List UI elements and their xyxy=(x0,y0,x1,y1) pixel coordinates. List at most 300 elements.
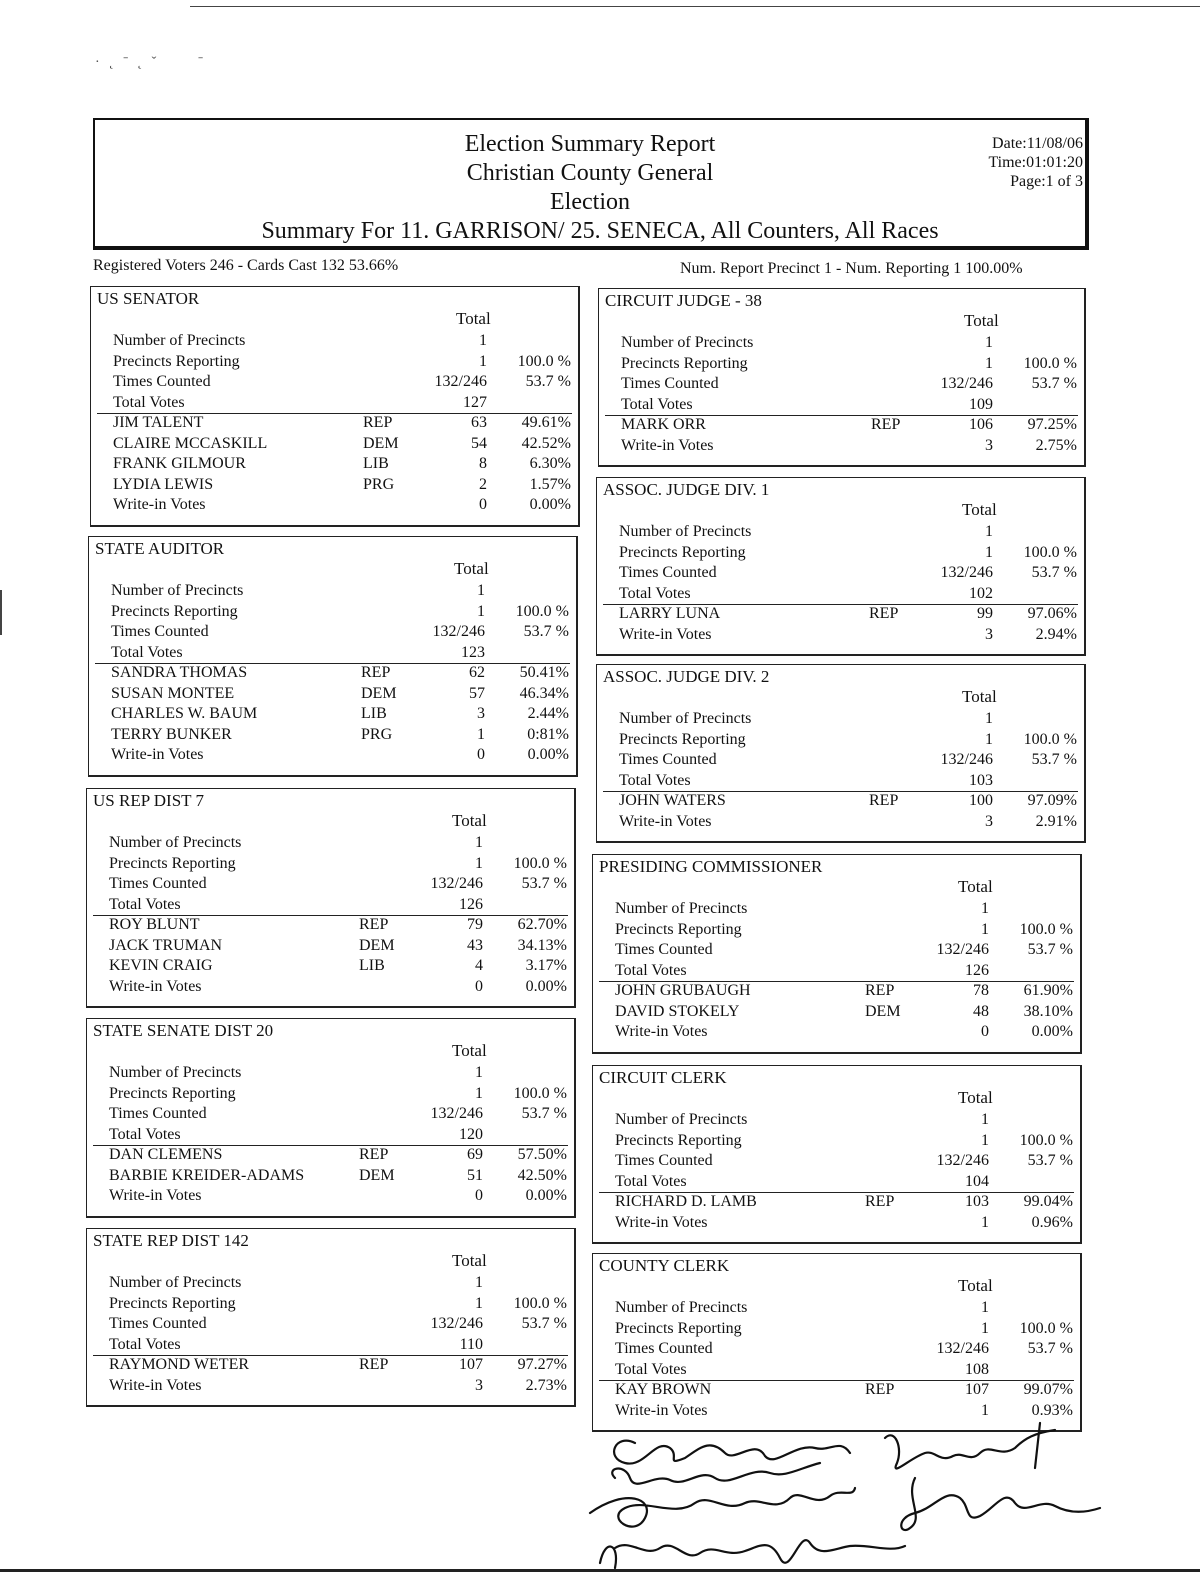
stat-value: 104 xyxy=(965,1172,989,1190)
scan-edge-mark xyxy=(0,590,2,635)
candidate-votes: 8 xyxy=(479,455,487,472)
stat-label: Times Counted xyxy=(619,564,717,581)
candidate-percent: 34.13% xyxy=(517,936,567,954)
candidate-row xyxy=(111,684,571,704)
candidate-votes: 1 xyxy=(981,1401,989,1419)
candidate-votes: 107 xyxy=(965,1381,989,1398)
stat-label: Total Votes xyxy=(621,395,693,413)
candidate-party: DEM xyxy=(361,684,397,702)
candidate-row xyxy=(619,812,1079,832)
stat-row xyxy=(109,1084,569,1104)
report-title-line-3: Election xyxy=(550,189,630,215)
stat-percent: 53.7 % xyxy=(1031,751,1077,768)
stat-label: Precincts Reporting xyxy=(619,730,746,748)
stat-value: 126 xyxy=(965,961,989,979)
stat-value: 1 xyxy=(985,543,993,561)
report-page: Page:1 of 3 xyxy=(1010,173,1083,190)
stat-label: Number of Precincts xyxy=(615,900,748,917)
candidate-percent: 6.30% xyxy=(529,455,571,472)
stat-label: Times Counted xyxy=(619,751,717,768)
stat-label: Total Votes xyxy=(619,584,691,602)
stat-row xyxy=(619,771,1079,791)
candidate-name: Write-in Votes xyxy=(615,1401,708,1419)
candidate-row xyxy=(113,434,573,454)
stat-label: Total Votes xyxy=(109,1335,181,1353)
candidate-percent: 61.90% xyxy=(1023,982,1073,999)
race-title: US SENATOR xyxy=(97,289,200,308)
race-box xyxy=(596,477,1086,656)
stat-label: Precincts Reporting xyxy=(109,1084,236,1102)
stat-label: Total Votes xyxy=(113,393,185,411)
candidate-name: DAN CLEMENS xyxy=(109,1146,223,1163)
candidate-votes: 106 xyxy=(969,416,993,433)
candidate-votes: 3 xyxy=(985,812,993,830)
candidate-percent: 97.06% xyxy=(1027,605,1077,622)
candidate-name: KEVIN CRAIG xyxy=(109,957,213,974)
stat-value: 1 xyxy=(985,710,993,727)
race-title: CIRCUIT CLERK xyxy=(599,1068,727,1087)
stat-row xyxy=(109,1335,569,1355)
total-column-header: Total xyxy=(452,811,487,830)
candidate-name: TERRY BUNKER xyxy=(111,725,232,743)
candidate-name: SANDRA THOMAS xyxy=(111,664,248,681)
race-box xyxy=(90,286,580,527)
stat-value: 132/246 xyxy=(432,623,485,640)
stat-row xyxy=(109,1125,569,1145)
candidate-row xyxy=(109,1166,569,1186)
stat-percent: 100.0 % xyxy=(1023,543,1077,561)
candidate-party: REP xyxy=(363,414,393,431)
stat-value: 110 xyxy=(459,1335,483,1353)
candidate-votes: 0 xyxy=(475,1187,483,1204)
stat-percent: 100.0 % xyxy=(513,854,567,872)
candidate-name: KAY BROWN xyxy=(615,1381,712,1398)
stat-value: 1 xyxy=(477,582,485,599)
stat-value: 1 xyxy=(981,1319,989,1337)
candidate-percent: 97.27% xyxy=(517,1356,567,1373)
candidate-votes: 4 xyxy=(475,957,483,974)
precinct-reporting: Num. Report Precinct 1 - Num. Reporting 1 100.00% xyxy=(680,260,1023,277)
stat-row xyxy=(111,643,571,663)
stat-value: 108 xyxy=(965,1360,989,1378)
candidate-row xyxy=(619,625,1079,645)
stat-value: 132/246 xyxy=(940,751,993,768)
stat-value: 132/246 xyxy=(936,1340,989,1357)
candidate-votes: 100 xyxy=(969,792,993,809)
stat-value: 132/246 xyxy=(936,1152,989,1169)
stat-row xyxy=(615,1131,1075,1151)
stat-label: Number of Precincts xyxy=(615,1111,748,1128)
candidate-party: DEM xyxy=(359,936,395,954)
total-column-header: Total xyxy=(454,559,489,578)
stat-percent: 53.7 % xyxy=(1031,564,1077,581)
candidate-row xyxy=(113,475,573,495)
candidate-name: Write-in Votes xyxy=(109,1187,202,1204)
report-time: Time:01:01:20 xyxy=(988,154,1083,171)
stat-row xyxy=(615,940,1075,960)
stat-label: Precincts Reporting xyxy=(113,352,240,370)
stat-label: Total Votes xyxy=(615,1360,687,1378)
candidate-row xyxy=(109,1145,569,1165)
stat-percent: 53.7 % xyxy=(1027,1152,1073,1169)
stat-row xyxy=(621,354,1079,374)
candidate-row xyxy=(615,1022,1075,1042)
race-title: ASSOC. JUDGE DIV. 2 xyxy=(603,667,770,686)
stat-row xyxy=(621,333,1079,353)
candidate-party: REP xyxy=(361,664,391,681)
stat-row xyxy=(619,563,1079,583)
stat-value: 1 xyxy=(981,900,989,917)
stat-label: Precincts Reporting xyxy=(109,1294,236,1312)
stat-value: 1 xyxy=(475,1294,483,1312)
candidate-votes: 99 xyxy=(977,605,993,622)
candidate-row xyxy=(111,704,571,724)
stat-row xyxy=(109,1063,569,1083)
stat-label: Times Counted xyxy=(615,941,713,958)
stat-value: 102 xyxy=(969,584,993,602)
stat-value: 109 xyxy=(969,395,993,413)
stat-value: 1 xyxy=(981,1299,989,1316)
candidate-name: BARBIE KREIDER-ADAMS xyxy=(109,1166,305,1184)
candidate-name: Write-in Votes xyxy=(109,977,202,995)
candidate-percent: 97.09% xyxy=(1027,792,1077,809)
stat-label: Precincts Reporting xyxy=(619,543,746,561)
candidate-votes: 78 xyxy=(973,982,989,999)
candidate-votes: 0 xyxy=(475,977,483,995)
stat-row xyxy=(619,543,1079,563)
candidate-percent: 57.50% xyxy=(517,1146,567,1163)
stat-label: Precincts Reporting xyxy=(615,1131,742,1149)
race-title: CIRCUIT JUDGE - 38 xyxy=(605,291,762,310)
candidate-name: CLAIRE MCCASKILL xyxy=(113,434,268,452)
candidate-party: LIB xyxy=(363,455,389,472)
total-column-header: Total xyxy=(456,309,491,328)
stat-row xyxy=(619,709,1079,729)
stat-value: 1 xyxy=(479,352,487,370)
stat-value: 127 xyxy=(463,393,487,411)
stat-label: Times Counted xyxy=(113,373,211,390)
race-title: ASSOC. JUDGE DIV. 1 xyxy=(603,480,770,499)
candidate-name: RAYMOND WETER xyxy=(109,1356,250,1373)
report-summary: Summary For 11. GARRISON/ 25. SENECA, All Counters, All Races xyxy=(261,218,939,244)
stat-row xyxy=(113,331,573,351)
candidate-row xyxy=(109,936,569,956)
candidate-party: REP xyxy=(359,1356,389,1373)
stat-row xyxy=(111,622,571,642)
stat-row xyxy=(615,1172,1075,1192)
race-box xyxy=(598,288,1086,467)
candidate-votes: 103 xyxy=(965,1193,989,1210)
stat-row xyxy=(615,920,1075,940)
candidate-party: REP xyxy=(871,416,901,433)
candidate-votes: 69 xyxy=(467,1146,483,1163)
stat-label: Times Counted xyxy=(615,1152,713,1169)
race-box xyxy=(592,1065,1082,1244)
race-box xyxy=(86,1018,576,1218)
candidate-name: LYDIA LEWIS xyxy=(113,475,214,493)
stat-percent: 53.7 % xyxy=(1027,1340,1073,1357)
stat-label: Number of Precincts xyxy=(109,1274,242,1291)
stat-label: Times Counted xyxy=(111,623,209,640)
candidate-percent: 46.34% xyxy=(519,684,569,702)
candidate-percent: 0:81% xyxy=(527,725,569,743)
stat-percent: 53.7 % xyxy=(1027,941,1073,958)
stat-row xyxy=(113,372,573,392)
candidate-votes: 79 xyxy=(467,916,483,933)
total-column-header: Total xyxy=(958,877,993,896)
candidate-row xyxy=(109,915,569,935)
stat-value: 1 xyxy=(475,854,483,872)
candidate-percent: 0.96% xyxy=(1031,1213,1073,1231)
stat-percent: 53.7 % xyxy=(523,623,569,640)
candidate-percent: 42.52% xyxy=(521,434,571,452)
candidate-row xyxy=(621,415,1079,435)
candidate-votes: 48 xyxy=(973,1002,989,1020)
stat-label: Number of Precincts xyxy=(615,1299,748,1316)
candidate-votes: 54 xyxy=(471,434,487,452)
stat-value: 103 xyxy=(969,771,993,789)
stat-label: Number of Precincts xyxy=(619,710,752,727)
candidate-row xyxy=(619,604,1079,624)
race-title: COUNTY CLERK xyxy=(599,1256,730,1275)
stat-label: Number of Precincts xyxy=(109,1064,242,1081)
stat-value: 1 xyxy=(477,602,485,620)
candidate-percent: 50.41% xyxy=(519,664,569,681)
stat-row xyxy=(619,522,1079,542)
stat-label: Number of Precincts xyxy=(109,834,242,851)
stat-row xyxy=(109,854,569,874)
race-box xyxy=(88,536,578,777)
stat-value: 1 xyxy=(475,834,483,851)
report-date: Date:11/08/06 xyxy=(992,135,1083,152)
stat-label: Times Counted xyxy=(109,1105,207,1122)
candidate-row xyxy=(113,413,573,433)
race-title: STATE AUDITOR xyxy=(95,539,225,558)
candidate-name: Write-in Votes xyxy=(111,746,204,763)
stat-value: 1 xyxy=(981,1111,989,1128)
candidate-percent: 62.70% xyxy=(517,916,567,933)
stat-row xyxy=(109,1294,569,1314)
stat-row xyxy=(615,1360,1075,1380)
stat-value: 1 xyxy=(475,1084,483,1102)
candidate-name: JIM TALENT xyxy=(113,414,204,431)
candidate-row xyxy=(109,1376,569,1396)
total-column-header: Total xyxy=(962,687,997,706)
candidate-name: Write-in Votes xyxy=(113,496,206,513)
candidate-party: DEM xyxy=(865,1002,901,1020)
stat-value: 132/246 xyxy=(936,941,989,958)
stat-percent: 100.0 % xyxy=(513,1084,567,1102)
candidate-percent: 2.75% xyxy=(1035,436,1077,454)
candidate-percent: 0.00% xyxy=(525,1187,567,1204)
candidate-row xyxy=(113,454,573,474)
stat-label: Number of Precincts xyxy=(621,334,754,351)
stat-value: 1 xyxy=(985,523,993,540)
race-box xyxy=(86,1228,576,1407)
stat-label: Number of Precincts xyxy=(111,582,244,599)
stat-label: Precincts Reporting xyxy=(621,354,748,372)
candidate-row xyxy=(615,1380,1075,1400)
scan-specks: · ˛ ˉ ˛ ˇ ˉ xyxy=(95,55,206,70)
candidate-party: REP xyxy=(869,792,899,809)
stat-row xyxy=(615,1151,1075,1171)
stat-row xyxy=(109,833,569,853)
candidate-percent: 2.94% xyxy=(1035,625,1077,643)
stat-row xyxy=(109,874,569,894)
stat-row xyxy=(109,1314,569,1334)
registered-voters: Registered Voters 246 - Cards Cast 132 53.66% xyxy=(93,257,399,274)
candidate-row xyxy=(109,1355,569,1375)
stat-value: 120 xyxy=(459,1125,483,1143)
candidate-name: JACK TRUMAN xyxy=(109,936,223,954)
stat-label: Total Votes xyxy=(111,643,183,661)
stat-value: 1 xyxy=(475,1274,483,1291)
candidate-percent: 2.91% xyxy=(1035,812,1077,830)
candidate-name: Write-in Votes xyxy=(621,436,714,454)
race-box xyxy=(592,1253,1082,1432)
report-title-line-1: Election Summary Report xyxy=(464,131,716,157)
stat-label: Times Counted xyxy=(621,375,719,392)
bottom-rule xyxy=(0,1569,1200,1572)
stat-label: Precincts Reporting xyxy=(615,1319,742,1337)
stat-percent: 100.0 % xyxy=(515,602,569,620)
stat-value: 132/246 xyxy=(430,1315,483,1332)
candidate-percent: 97.25% xyxy=(1027,416,1077,433)
candidate-percent: 2.73% xyxy=(525,1376,567,1394)
candidate-percent: 0.00% xyxy=(527,746,569,763)
stat-row xyxy=(111,602,571,622)
stat-label: Number of Precincts xyxy=(619,523,752,540)
stat-value: 126 xyxy=(459,895,483,913)
stat-label: Precincts Reporting xyxy=(111,602,238,620)
stat-percent: 53.7 % xyxy=(521,1315,567,1332)
candidate-votes: 3 xyxy=(985,436,993,454)
stat-row xyxy=(615,961,1075,981)
candidate-percent: 99.04% xyxy=(1023,1193,1073,1210)
candidate-name: DAVID STOKELY xyxy=(615,1002,740,1020)
candidate-name: RICHARD D. LAMB xyxy=(615,1193,757,1210)
stat-percent: 100.0 % xyxy=(1019,1131,1073,1149)
candidate-row xyxy=(615,1213,1075,1233)
candidate-name: Write-in Votes xyxy=(109,1376,202,1394)
candidate-percent: 1.57% xyxy=(529,475,571,493)
stat-row xyxy=(615,899,1075,919)
stat-label: Times Counted xyxy=(109,1315,207,1332)
candidate-percent: 42.50% xyxy=(517,1166,567,1184)
stat-percent: 100.0 % xyxy=(1023,354,1077,372)
candidate-party: PRG xyxy=(363,475,395,493)
candidate-votes: 3 xyxy=(477,705,485,722)
stat-row xyxy=(619,730,1079,750)
candidate-name: Write-in Votes xyxy=(615,1023,708,1040)
candidate-row xyxy=(615,1192,1075,1212)
stat-value: 1 xyxy=(479,332,487,349)
stat-label: Times Counted xyxy=(615,1340,713,1357)
candidate-votes: 2 xyxy=(479,475,487,493)
candidate-party: LIB xyxy=(361,705,387,722)
candidate-row xyxy=(619,791,1079,811)
stat-percent: 53.7 % xyxy=(521,1105,567,1122)
race-box xyxy=(86,788,576,1008)
candidate-row xyxy=(109,1186,569,1206)
candidate-name: JOHN WATERS xyxy=(619,792,726,809)
stat-percent: 100.0 % xyxy=(1023,730,1077,748)
candidate-percent: 38.10% xyxy=(1023,1002,1073,1020)
candidate-votes: 107 xyxy=(459,1356,483,1373)
candidate-row xyxy=(109,977,569,997)
stat-percent: 53.7 % xyxy=(525,373,571,390)
stat-label: Total Votes xyxy=(109,1125,181,1143)
stat-label: Number of Precincts xyxy=(113,332,246,349)
stat-percent: 100.0 % xyxy=(517,352,571,370)
candidate-votes: 43 xyxy=(467,936,483,954)
candidate-votes: 1 xyxy=(477,725,485,743)
stat-value: 132/246 xyxy=(434,373,487,390)
candidate-name: ROY BLUNT xyxy=(109,916,200,933)
candidate-votes: 62 xyxy=(469,664,485,681)
stat-row xyxy=(615,1298,1075,1318)
stat-value: 1 xyxy=(981,1131,989,1149)
stat-percent: 100.0 % xyxy=(1019,1319,1073,1337)
candidate-percent: 49.61% xyxy=(521,414,571,431)
stat-value: 132/246 xyxy=(940,375,993,392)
candidate-party: DEM xyxy=(363,434,399,452)
candidate-row xyxy=(615,1002,1075,1022)
stat-label: Total Votes xyxy=(619,771,691,789)
candidate-name: Write-in Votes xyxy=(619,625,712,643)
candidate-votes: 0 xyxy=(477,746,485,763)
total-column-header: Total xyxy=(964,311,999,330)
stat-value: 1 xyxy=(981,920,989,938)
candidate-row xyxy=(615,981,1075,1001)
race-title: US REP DIST 7 xyxy=(93,791,204,810)
stat-row xyxy=(109,1273,569,1293)
report-title-line-2: Christian County General xyxy=(466,160,714,186)
candidate-percent: 99.07% xyxy=(1023,1381,1073,1398)
stat-value: 132/246 xyxy=(940,564,993,581)
race-box xyxy=(592,854,1082,1054)
candidate-name: FRANK GILMOUR xyxy=(113,455,246,472)
stat-value: 123 xyxy=(461,643,485,661)
candidate-party: REP xyxy=(359,916,389,933)
candidate-percent: 0.00% xyxy=(525,977,567,995)
stat-value: 132/246 xyxy=(430,875,483,892)
candidate-name: SUSAN MONTEE xyxy=(111,684,235,702)
candidate-votes: 51 xyxy=(467,1166,483,1184)
stat-label: Total Votes xyxy=(615,1172,687,1190)
stat-row xyxy=(621,374,1079,394)
candidate-row xyxy=(111,745,571,765)
total-column-header: Total xyxy=(958,1088,993,1107)
candidate-name: MARK ORR xyxy=(621,416,706,433)
race-title: PRESIDING COMMISSIONER xyxy=(599,857,823,876)
report-header xyxy=(93,118,1089,250)
candidate-votes: 3 xyxy=(475,1376,483,1394)
stat-row xyxy=(621,395,1079,415)
stat-row xyxy=(615,1110,1075,1130)
stat-value: 1 xyxy=(985,730,993,748)
candidate-votes: 0 xyxy=(479,496,487,513)
stat-percent: 53.7 % xyxy=(1031,375,1077,392)
candidate-row xyxy=(109,956,569,976)
stat-row xyxy=(113,352,573,372)
stat-value: 1 xyxy=(985,334,993,351)
stat-label: Times Counted xyxy=(109,875,207,892)
candidate-party: LIB xyxy=(359,957,385,974)
candidate-votes: 63 xyxy=(471,414,487,431)
candidate-party: REP xyxy=(865,1381,895,1398)
candidate-name: Write-in Votes xyxy=(619,812,712,830)
